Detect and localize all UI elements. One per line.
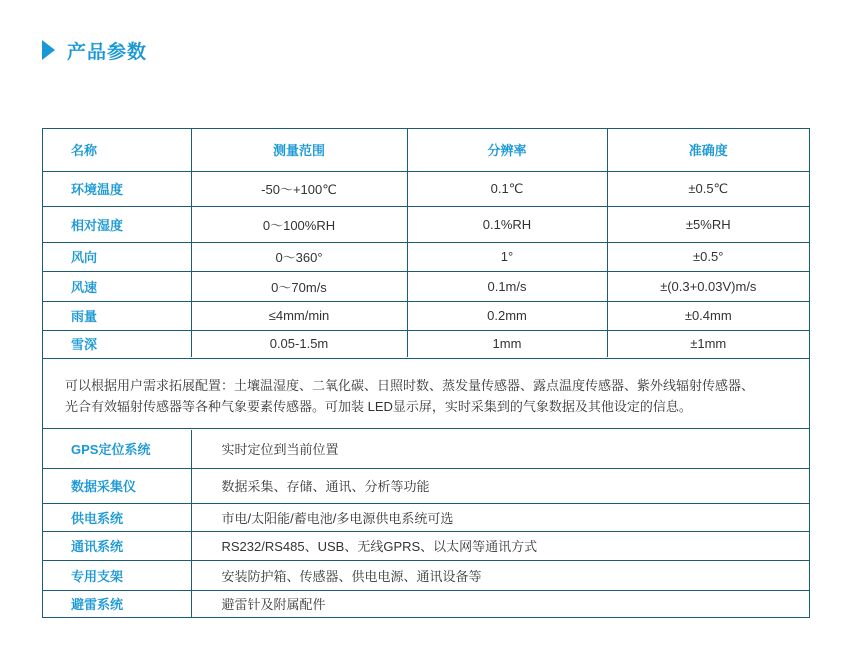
note-line: 可以根据用户需求拓展配置：土壤温湿度、二氧化碳、日照时数、蒸发量传感器、露点温度传感器、紫外线辐射传感器、 bbox=[65, 378, 755, 393]
system-value: 实时定位到当前位置 bbox=[191, 430, 809, 468]
range-cell: 0～360° bbox=[191, 242, 407, 271]
range-cell: ≤4mm/min bbox=[191, 301, 407, 330]
table-row bbox=[43, 330, 809, 357]
accuracy-cell: ±(0.3+0.03V)m/s bbox=[607, 271, 809, 301]
resolution-cell: 0.2mm bbox=[407, 301, 607, 330]
row-label: 相对湿度 bbox=[43, 206, 191, 242]
row-label: 风向 bbox=[43, 242, 191, 271]
table-row bbox=[43, 590, 809, 617]
table-row bbox=[43, 242, 809, 271]
parameter-table bbox=[43, 129, 809, 357]
accuracy-cell: ±0.5° bbox=[607, 242, 809, 271]
extension-note bbox=[43, 358, 809, 429]
resolution-cell: 1° bbox=[407, 242, 607, 271]
table-row bbox=[43, 206, 809, 242]
range-cell: 0～70m/s bbox=[191, 271, 407, 301]
triangle-arrow-icon bbox=[42, 40, 55, 60]
table-header-row bbox=[43, 129, 809, 171]
row-label: 环境温度 bbox=[43, 171, 191, 206]
system-label: 供电系统 bbox=[43, 503, 191, 531]
table-row bbox=[43, 560, 809, 590]
note-line: 光合有效辐射传感器等各种气象要素传感器。可加装 LED显示屏，实时采集到的气象数据及其他设定的信息。 bbox=[65, 399, 692, 414]
resolution-cell: 0.1%RH bbox=[407, 206, 607, 242]
system-label: 专用支架 bbox=[43, 560, 191, 590]
system-value: RS232/RS485、USB、无线GPRS、以太网等通讯方式 bbox=[191, 531, 809, 560]
table-row bbox=[43, 301, 809, 330]
range-cell: 0.05-1.5m bbox=[191, 330, 407, 357]
accuracy-cell: ±1mm bbox=[690, 336, 727, 352]
table-row bbox=[43, 271, 809, 301]
system-value: 市电/太阳能/蓄电池/多电源供电系统可选 bbox=[191, 503, 809, 531]
table-row bbox=[43, 171, 809, 206]
table-row bbox=[43, 503, 809, 531]
system-label: 避雷系统 bbox=[43, 590, 191, 617]
table-row bbox=[43, 531, 809, 560]
system-table bbox=[43, 430, 809, 617]
header-cell-name: 名称 bbox=[43, 129, 191, 171]
header-cell-accuracy: 准确度 bbox=[607, 129, 809, 171]
spec-sheet bbox=[42, 128, 810, 618]
system-value: 安装防护箱、传感器、供电电源、通讯设备等 bbox=[191, 560, 809, 590]
section-title: 产品参数 bbox=[67, 41, 148, 63]
accuracy-cell: ±0.5℃ bbox=[607, 171, 809, 206]
system-label: 数据采集仪 bbox=[43, 468, 191, 503]
system-value: 数据采集、存储、通讯、分析等功能 bbox=[191, 468, 809, 503]
table-row bbox=[43, 468, 809, 503]
resolution-cell: 0.1℃ bbox=[407, 171, 607, 206]
section-header bbox=[42, 38, 147, 62]
header-cell-range: 测量范围 bbox=[191, 129, 407, 171]
system-label: GPS定位系统 bbox=[43, 430, 191, 468]
header-cell-resolution: 分辨率 bbox=[407, 129, 607, 171]
range-cell: -50～+100℃ bbox=[191, 171, 407, 206]
accuracy-cell: ±5%RH bbox=[607, 206, 809, 242]
resolution-cell: 1mm bbox=[407, 330, 607, 357]
row-label: 雨量 bbox=[43, 301, 191, 330]
resolution-cell: 0.1m/s bbox=[407, 271, 607, 301]
system-label: 通讯系统 bbox=[43, 531, 191, 560]
system-value: 避雷针及附属配件 bbox=[221, 597, 326, 613]
accuracy-cell: ±0.4mm bbox=[607, 301, 809, 330]
table-row bbox=[43, 430, 809, 468]
row-label: 雪深 bbox=[43, 330, 191, 357]
range-cell: 0～100%RH bbox=[191, 206, 407, 242]
row-label: 风速 bbox=[43, 271, 191, 301]
